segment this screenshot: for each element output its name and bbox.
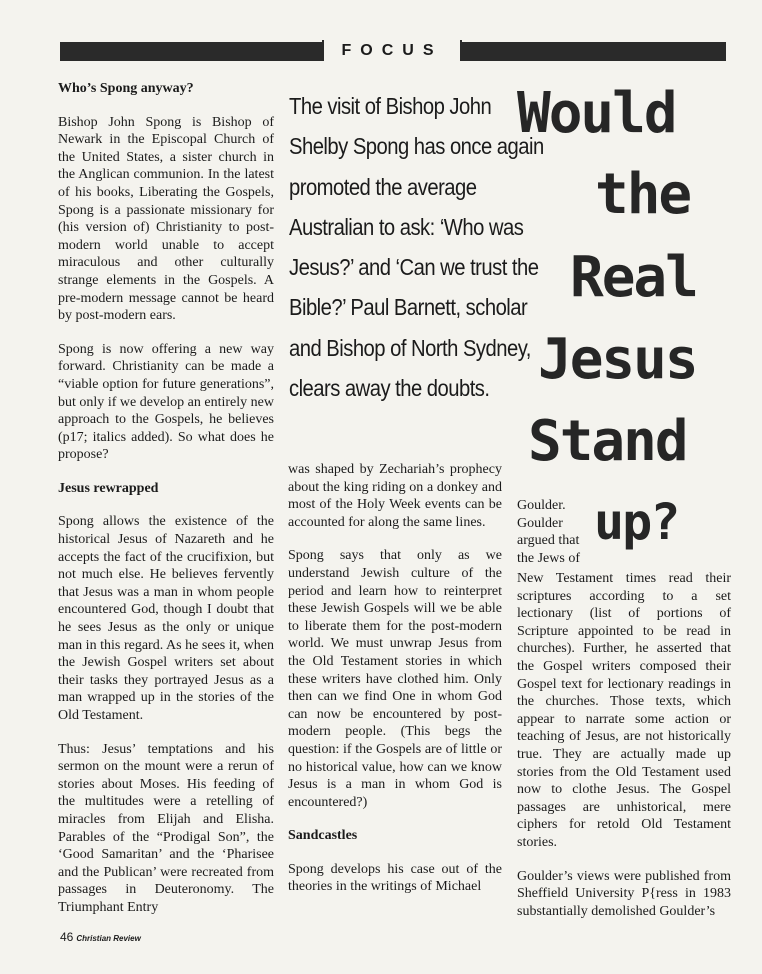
title-word: Would xyxy=(517,81,676,146)
subheading: Sandcastles xyxy=(288,828,358,844)
column-2 xyxy=(288,461,502,912)
paragraph-lead: Goulder. Goulder argued that the Jews of xyxy=(517,498,580,566)
paragraph: Goulder’s views were published from Sheffield University P{ress in 1983 substantially demolished Goulder’s xyxy=(517,868,731,919)
header-rule-left xyxy=(60,42,322,61)
paragraph: Spong is now offering a new way forward. Christianity can be made a “viable option for future generations”, but only if we develop an entirely new approach to the Gospels, he believes (p17; italics added). So what does he propose? xyxy=(58,341,274,463)
header-rule-right xyxy=(462,42,726,61)
page-number: 46 xyxy=(60,930,74,944)
paragraph: Spong develops his case out of the theories in the writings of Michael xyxy=(288,861,502,895)
article-deck: The visit of Bishop John Shelby Spong has once again promoted the average Australian to ask: ‘Who was Jesus?’ and ‘Can we trust the Bible?’ Paul Barnett, scholar and Bishop of North Sydney, clears away the doubts. xyxy=(289,93,544,402)
page-footer xyxy=(60,930,141,944)
subheading: Who’s Spong anyway? xyxy=(58,81,194,96)
paragraph: Spong allows the existence of the historical Jesus of Nazareth and he accepts the fact of the crucifixion, but not much else. He believes fervently that Jesus was a man in whom people encountered God, though I doubt that he sees Jesus as the only or unique man in this regard. As he sees it, when the Jewish Gospel writers set about their tasks they portrayed Jesus as a man wrapped up in the stories of the Old Testament. xyxy=(58,514,274,723)
title-word: Jesus xyxy=(538,327,697,392)
paragraph: Thus: Jesus’ temptations and his sermon on the mount were a rerun of stories about Moses. His feeding of the multitudes were a retelling of miracles from Elijah and Elisha. Parables of the “Prodigal Son”, the ‘Good Samaritan’ and the ‘Pharisee and the Publican’ were recreated from passages in Deuteronomy. The Triumphant Entry xyxy=(58,741,274,915)
paragraph: Bishop John Spong is Bishop of Newark in the Episcopal Church of the United States, a sister church in the Anglican communion. In the latest of his books, Liberating the Gospels, Spong is a passionate missionary for (his version of) Christianity to post-modern world unable to accept miraculous and other culturally strange elements in the Gospels. A pre-modern message cannot be heard by post-modern ears. xyxy=(58,114,274,324)
title-word: up? xyxy=(594,493,679,551)
column-3 xyxy=(517,570,731,936)
magazine-name: Christian Review xyxy=(76,934,141,943)
title-word: the xyxy=(595,162,691,227)
subheading: Jesus rewrapped xyxy=(58,480,159,496)
title-word: Stand xyxy=(528,409,687,474)
title-word: Real xyxy=(570,245,697,310)
paragraph: Spong says that only as we understand Jewish culture of the period and learn how to reinterpret these Jewish Gospels will we be able to liberate them for the post-modern world. We must unwrap Jesus from the Old Testament stories in which these writers have clothed him. Only then can we find One in whom God can now be encountered by post-modern people. (This begs the question: if the Gospels are of little or no historical value, how can we know Jesus is a man in whom God is encountered?) xyxy=(288,548,502,810)
section-label: FOCUS xyxy=(322,40,462,61)
paragraph: was shaped by Zechariah’s prophecy about the king riding on a donkey and most of the Holy Week events can be accounted for along the same lines. xyxy=(288,462,502,530)
column-1 xyxy=(58,80,274,933)
paragraph: New Testament times read their scriptures according to a set lectionary (list of portions of Scripture appointed to be read in churches). Further, he asserted that the Gospel writers composed their Gospel text for lectionary readings in the churches. Those texts, which appear to narrate some action or teaching of Jesus, are not historically true. They are actually made up stories from the Old Testament used now to clothe Jesus. The Gospel passages are unhistorical, mere ciphers for retold Old Testament stories. xyxy=(517,571,731,850)
